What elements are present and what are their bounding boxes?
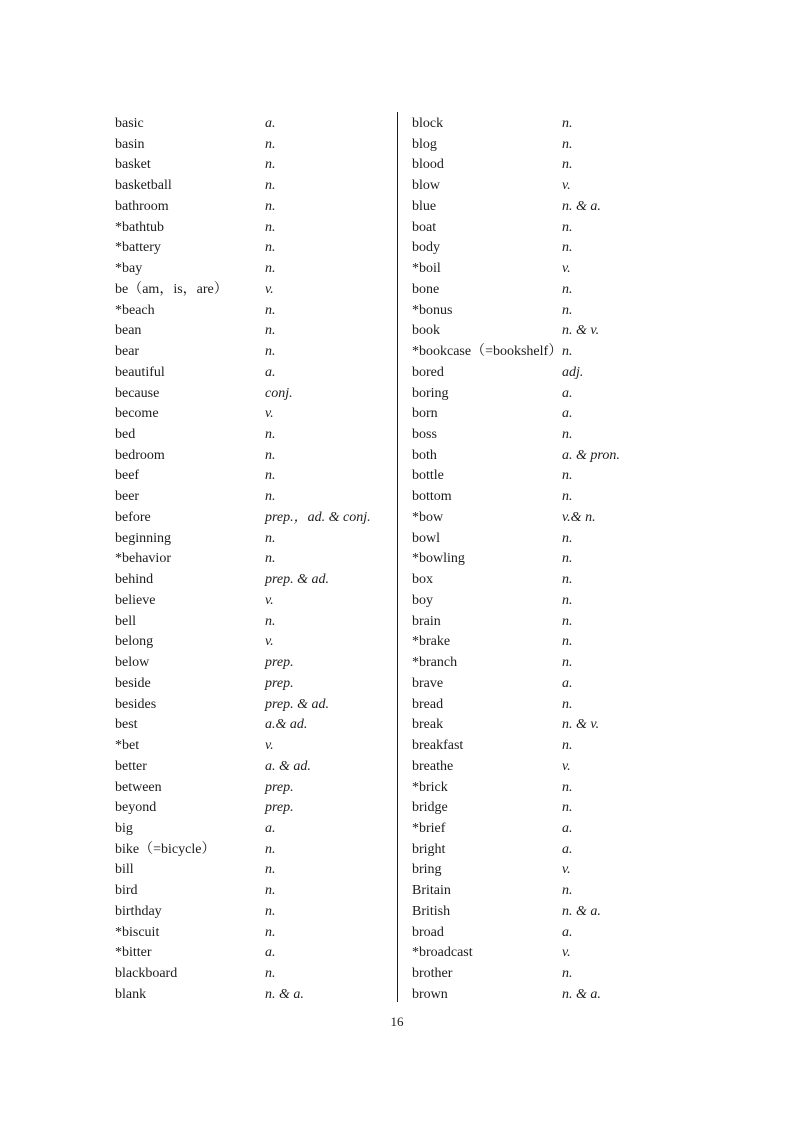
word-text: British: [412, 903, 451, 919]
part-of-speech: a. & pron.: [562, 447, 620, 463]
part-of-speech: n.: [265, 903, 276, 919]
word-entry-row: [115, 591, 400, 612]
part-of-speech: n. & v.: [562, 717, 600, 733]
word-entry-row: [412, 384, 697, 405]
part-of-speech: n.: [562, 883, 573, 899]
word-text: *bowling: [412, 551, 465, 567]
part-of-speech: v.: [562, 178, 571, 194]
part-of-speech: n.: [265, 862, 276, 878]
word-text: bright: [412, 841, 446, 857]
word-entry-row: [115, 695, 400, 716]
part-of-speech: prep.: [265, 675, 294, 691]
part-of-speech: n. & a.: [562, 986, 601, 1002]
word-entry-row: [412, 404, 697, 425]
word-entry-row: [115, 155, 400, 176]
word-text: *battery: [115, 240, 161, 256]
word-text: bring: [412, 862, 442, 878]
word-text: brown: [412, 986, 448, 1002]
word-entry-row: [412, 301, 697, 322]
word-entry-row: [115, 114, 400, 135]
part-of-speech: n.: [562, 468, 573, 484]
part-of-speech: v.: [562, 945, 571, 961]
word-text: boring: [412, 385, 449, 401]
word-entry-row: [412, 549, 697, 570]
part-of-speech: a.: [265, 364, 276, 380]
word-text: brave: [412, 675, 444, 691]
word-text: blood: [412, 157, 444, 173]
word-text: better: [115, 758, 147, 774]
word-text: bedroom: [115, 447, 165, 463]
word-text: *beach: [115, 302, 155, 318]
part-of-speech: n.: [562, 696, 573, 712]
word-text: basic: [115, 116, 144, 131]
word-entry-row: [115, 902, 400, 923]
part-of-speech: n.: [562, 116, 573, 131]
word-entry-row: [115, 943, 400, 964]
word-entry-row: [115, 653, 400, 674]
word-entry-row: [115, 384, 400, 405]
part-of-speech: n.: [562, 966, 573, 982]
word-entry-row: [115, 238, 400, 259]
word-text: *broadcast: [412, 945, 473, 961]
part-of-speech: adj.: [562, 364, 584, 380]
part-of-speech: n.: [265, 883, 276, 899]
word-text: *branch: [412, 655, 458, 671]
word-text: *bathtub: [115, 219, 164, 235]
word-entry-row: [412, 259, 697, 280]
part-of-speech: n.: [265, 136, 276, 152]
part-of-speech: n.: [562, 738, 573, 754]
word-entry-row: [412, 135, 697, 156]
word-entry-row: [412, 114, 697, 135]
word-entry-row: [115, 466, 400, 487]
part-of-speech: n.: [265, 323, 276, 339]
word-text: beside: [115, 675, 151, 691]
word-text: *boil: [412, 261, 441, 277]
wordlist-column-right: [412, 114, 697, 1006]
word-text: brother: [412, 966, 453, 982]
part-of-speech: a.: [265, 116, 276, 131]
part-of-speech: n.: [265, 468, 276, 484]
word-entry-row: [115, 508, 400, 529]
part-of-speech: n.: [265, 613, 276, 629]
part-of-speech: n.: [265, 924, 276, 940]
part-of-speech: n.: [562, 344, 573, 360]
word-entry-row: [412, 923, 697, 944]
word-entry-row: [412, 798, 697, 819]
word-entry-row: [115, 176, 400, 197]
part-of-speech: prep.: [265, 655, 294, 671]
part-of-speech: n.: [562, 592, 573, 608]
word-text: blackboard: [115, 966, 178, 982]
part-of-speech: v.: [265, 738, 274, 754]
word-text: beef: [115, 468, 140, 484]
word-text: breakfast: [412, 738, 464, 754]
word-text: because: [115, 385, 160, 401]
word-text: blog: [412, 136, 437, 152]
part-of-speech: v.: [265, 281, 274, 297]
word-text: bird: [115, 883, 138, 899]
word-entry-row: [115, 860, 400, 881]
word-text: *bow: [412, 509, 444, 525]
word-entry-row: [412, 155, 697, 176]
part-of-speech: prep.: [265, 800, 294, 816]
part-of-speech: n.: [562, 240, 573, 256]
word-text: become: [115, 406, 159, 422]
part-of-speech: n. & a.: [265, 986, 304, 1002]
word-entry-row: [115, 985, 400, 1006]
word-text: *brick: [412, 779, 448, 795]
word-text: bill: [115, 862, 134, 878]
word-text: basketball: [115, 178, 172, 194]
word-entry-row: [115, 446, 400, 467]
part-of-speech: prep.，ad. & conj.: [265, 509, 371, 525]
part-of-speech: n.: [562, 800, 573, 816]
part-of-speech: a. & ad.: [265, 758, 311, 774]
word-entry-row: [412, 943, 697, 964]
part-of-speech: n.: [562, 157, 573, 173]
word-entry-row: [412, 176, 697, 197]
word-text: brain: [412, 613, 441, 629]
word-text: behind: [115, 572, 154, 588]
word-text: *brake: [412, 634, 451, 650]
word-text: break: [412, 717, 444, 733]
word-text: before: [115, 509, 151, 525]
word-entry-row: [115, 778, 400, 799]
part-of-speech: n.: [562, 489, 573, 505]
word-text: bottom: [412, 489, 452, 505]
wordlist-column-left: [115, 114, 400, 1006]
word-entry-row: [412, 715, 697, 736]
word-text: both: [412, 447, 437, 463]
word-text: broad: [412, 924, 444, 940]
part-of-speech: v.& n.: [562, 509, 596, 525]
part-of-speech: a.: [562, 675, 573, 691]
word-entry-row: [115, 363, 400, 384]
part-of-speech: a.: [265, 945, 276, 961]
word-entry-row: [115, 570, 400, 591]
word-text: between: [115, 779, 162, 795]
part-of-speech: prep. & ad.: [265, 572, 330, 588]
part-of-speech: n.: [562, 281, 573, 297]
word-text: box: [412, 572, 433, 588]
word-text: basket: [115, 157, 151, 173]
part-of-speech: n.: [265, 302, 276, 318]
word-text: belong: [115, 634, 154, 650]
word-entry-row: [412, 985, 697, 1006]
word-text: blow: [412, 178, 440, 194]
part-of-speech: v.: [562, 758, 571, 774]
word-entry-row: [115, 881, 400, 902]
word-text: believe: [115, 592, 156, 608]
part-of-speech: n.: [562, 613, 573, 629]
part-of-speech: n.: [562, 530, 573, 546]
word-entry-row: [115, 301, 400, 322]
word-text: best: [115, 717, 138, 733]
word-entry-row: [412, 238, 697, 259]
word-entry-row: [115, 549, 400, 570]
word-entry-row: [412, 778, 697, 799]
word-entry-row: [115, 218, 400, 239]
word-entry-row: [412, 632, 697, 653]
part-of-speech: a.: [562, 406, 573, 422]
word-text: bean: [115, 323, 142, 339]
word-entry-row: [412, 529, 697, 550]
part-of-speech: n.: [265, 427, 276, 443]
part-of-speech: a.: [265, 820, 276, 836]
word-entry-row: [115, 259, 400, 280]
word-entry-row: [115, 280, 400, 301]
part-of-speech: n.: [265, 219, 276, 235]
word-text: *brief: [412, 820, 446, 836]
word-entry-row: [412, 902, 697, 923]
word-text: below: [115, 655, 150, 671]
part-of-speech: n.: [265, 344, 276, 360]
part-of-speech: a.: [562, 924, 573, 940]
word-entry-row: [115, 321, 400, 342]
word-text: boss: [412, 427, 437, 443]
part-of-speech: conj.: [265, 385, 293, 401]
word-entry-row: [412, 570, 697, 591]
word-text: beautiful: [115, 364, 165, 380]
word-entry-row: [115, 798, 400, 819]
part-of-speech: n.: [265, 489, 276, 505]
word-entry-row: [412, 819, 697, 840]
word-text: bathroom: [115, 198, 169, 214]
part-of-speech: n.: [265, 530, 276, 546]
word-entry-row: [412, 342, 697, 363]
word-entry-row: [115, 197, 400, 218]
word-entry-row: [115, 819, 400, 840]
word-text: boy: [412, 592, 433, 608]
word-entry-row: [115, 487, 400, 508]
part-of-speech: n.: [265, 178, 276, 194]
word-entry-row: [412, 280, 697, 301]
word-entry-row: [412, 487, 697, 508]
word-text: bear: [115, 344, 140, 360]
part-of-speech: n.: [562, 634, 573, 650]
word-text: bone: [412, 281, 440, 297]
word-text: bell: [115, 613, 136, 629]
word-entry-row: [115, 757, 400, 778]
part-of-speech: n. & a.: [562, 198, 601, 214]
word-text: beginning: [115, 530, 171, 546]
word-entry-row: [115, 612, 400, 633]
word-entry-row: [412, 860, 697, 881]
word-entry-row: [115, 840, 400, 861]
word-entry-row: [115, 674, 400, 695]
word-entry-row: [412, 508, 697, 529]
word-text: bowl: [412, 530, 440, 546]
word-text: book: [412, 323, 440, 339]
part-of-speech: n.: [562, 302, 573, 318]
part-of-speech: v.: [265, 634, 274, 650]
word-entry-row: [115, 964, 400, 985]
part-of-speech: prep. & ad.: [265, 696, 330, 712]
word-text: bike（=bicycle）: [115, 841, 216, 857]
column-divider-rule: [397, 112, 398, 1002]
word-text: *bet: [115, 738, 140, 754]
word-entry-row: [412, 674, 697, 695]
word-entry-row: [115, 632, 400, 653]
word-entry-row: [412, 446, 697, 467]
part-of-speech: n.: [265, 841, 276, 857]
word-entry-row: [412, 197, 697, 218]
part-of-speech: a.& ad.: [265, 717, 308, 733]
part-of-speech: n.: [265, 447, 276, 463]
part-of-speech: n.: [562, 136, 573, 152]
word-entry-row: [412, 363, 697, 384]
part-of-speech: n.: [265, 240, 276, 256]
word-text: bottle: [412, 468, 444, 484]
word-entry-row: [412, 964, 697, 985]
part-of-speech: v.: [562, 261, 571, 277]
word-text: beer: [115, 489, 140, 505]
word-text: blank: [115, 986, 147, 1002]
word-entry-row: [412, 425, 697, 446]
word-entry-row: [115, 715, 400, 736]
word-text: *bitter: [115, 945, 152, 961]
part-of-speech: n.: [562, 572, 573, 588]
part-of-speech: n.: [562, 655, 573, 671]
word-entry-row: [115, 529, 400, 550]
part-of-speech: n.: [265, 551, 276, 567]
word-text: besides: [115, 696, 157, 712]
page-number: 16: [390, 1014, 404, 1029]
word-entry-row: [412, 695, 697, 716]
part-of-speech: v.: [265, 592, 274, 608]
word-entry-row: [412, 736, 697, 757]
word-entry-row: [115, 404, 400, 425]
word-text: beyond: [115, 800, 157, 816]
word-entry-row: [412, 591, 697, 612]
word-text: *behavior: [115, 551, 171, 567]
part-of-speech: prep.: [265, 779, 294, 795]
word-text: blue: [412, 198, 437, 214]
word-entry-row: [412, 653, 697, 674]
part-of-speech: n.: [562, 219, 573, 235]
part-of-speech: v.: [562, 862, 571, 878]
word-text: basin: [115, 136, 145, 152]
part-of-speech: v.: [265, 406, 274, 422]
word-entry-row: [115, 425, 400, 446]
word-entry-row: [412, 321, 697, 342]
word-text: born: [412, 406, 438, 422]
word-text: breathe: [412, 758, 454, 774]
word-text: block: [412, 116, 444, 131]
word-text: be（am，is，are）: [115, 281, 228, 297]
word-text: *biscuit: [115, 924, 160, 940]
word-text: birthday: [115, 903, 162, 919]
word-text: bread: [412, 696, 444, 712]
part-of-speech: n.: [265, 966, 276, 982]
word-entry-row: [115, 135, 400, 156]
word-text: big: [115, 820, 133, 836]
part-of-speech: n. & v.: [562, 323, 600, 339]
part-of-speech: n.: [562, 779, 573, 795]
word-text: body: [412, 240, 440, 256]
word-text: bridge: [412, 800, 448, 816]
word-text: *bookcase（=bookshelf）: [412, 344, 563, 360]
word-entry-row: [412, 757, 697, 778]
word-entry-row: [115, 923, 400, 944]
word-text: bed: [115, 427, 136, 443]
word-text: *bonus: [412, 302, 453, 318]
word-text: *bay: [115, 261, 143, 277]
word-text: Britain: [412, 883, 451, 899]
part-of-speech: a.: [562, 820, 573, 836]
word-text: boat: [412, 219, 437, 235]
part-of-speech: n. & a.: [562, 903, 601, 919]
word-entry-row: [115, 736, 400, 757]
part-of-speech: a.: [562, 385, 573, 401]
part-of-speech: n.: [265, 157, 276, 173]
part-of-speech: n.: [562, 427, 573, 443]
word-entry-row: [412, 218, 697, 239]
part-of-speech: a.: [562, 841, 573, 857]
part-of-speech: n.: [265, 198, 276, 214]
word-text: bored: [412, 364, 444, 380]
word-entry-row: [115, 342, 400, 363]
word-entry-row: [412, 612, 697, 633]
word-entry-row: [412, 840, 697, 861]
word-entry-row: [412, 466, 697, 487]
word-entry-row: [412, 881, 697, 902]
part-of-speech: n.: [562, 551, 573, 567]
part-of-speech: n.: [265, 261, 276, 277]
